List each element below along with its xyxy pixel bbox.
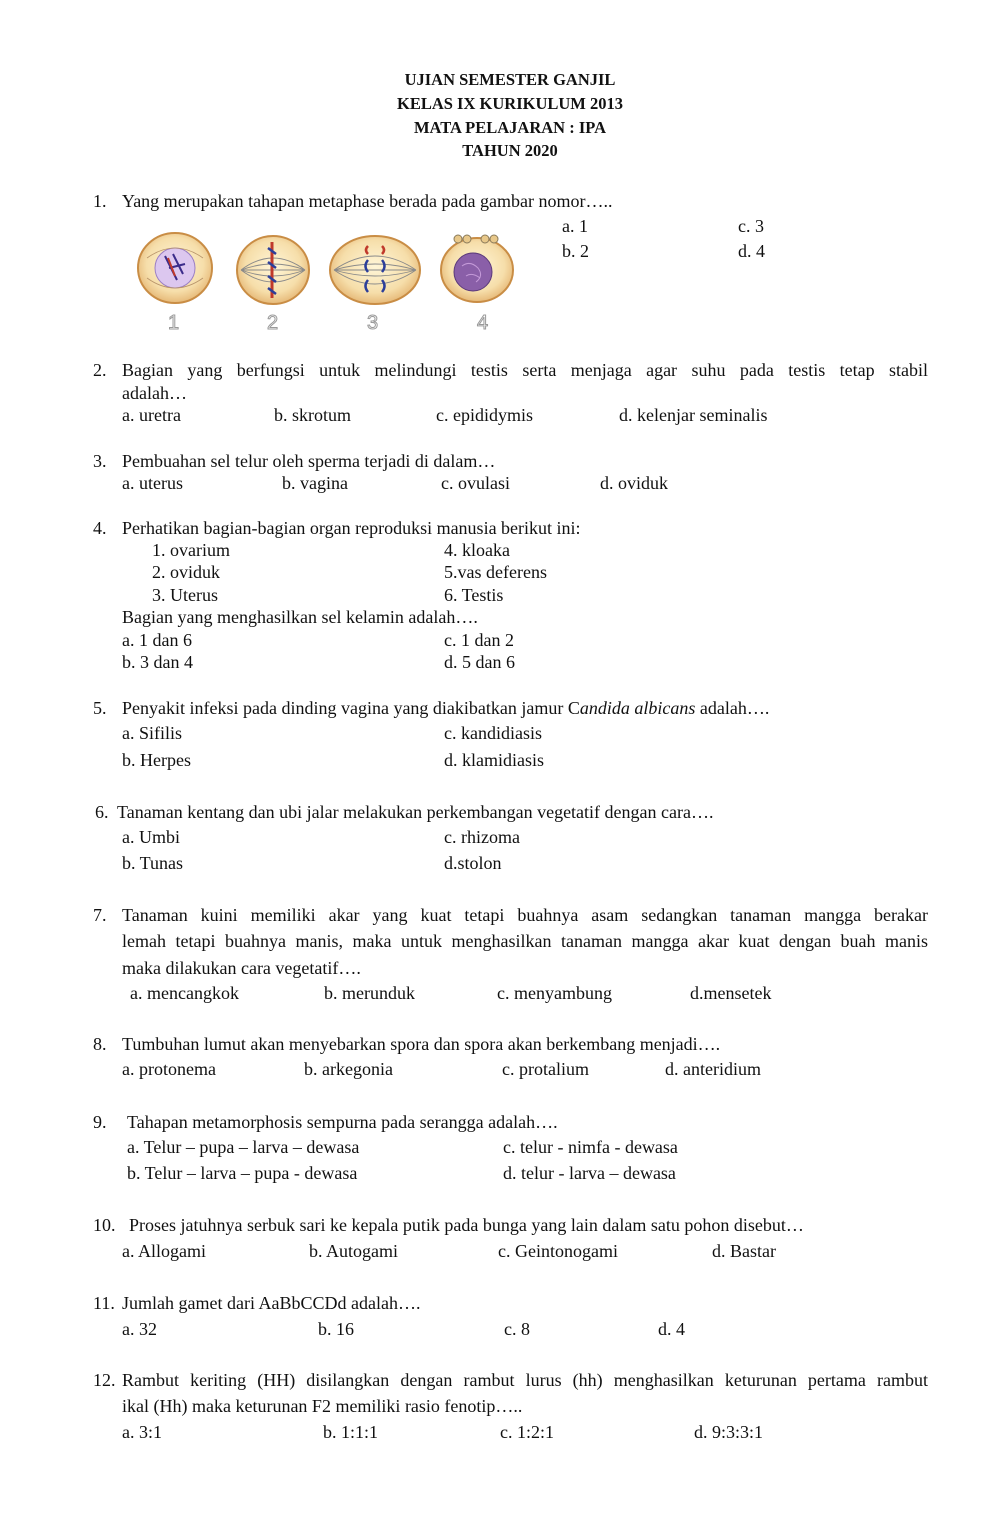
option-b[interactable]: b. merunduk (324, 983, 415, 1003)
option-b[interactable]: b. 2 (562, 241, 589, 261)
option-a[interactable]: a. uretra (122, 405, 181, 425)
question-text-part: adalah…. (695, 698, 770, 718)
list-item: 4. kloaka (444, 540, 510, 560)
option-a[interactable]: a. Umbi (122, 827, 180, 847)
cell-2-metaphase (237, 236, 309, 304)
cell-division-figure (135, 228, 530, 336)
species-name: andida albicans (579, 698, 696, 718)
question-number: 5. (93, 698, 107, 718)
question-number: 2. (93, 360, 107, 380)
option-d[interactable]: d.mensetek (690, 983, 772, 1003)
option-a[interactable]: a. 1 dan 6 (122, 630, 192, 650)
option-c[interactable]: c. 8 (504, 1319, 530, 1339)
question-text: Perhatikan bagian-bagian organ reproduksi manusia berikut ini: (122, 518, 581, 538)
question-number: 11. (93, 1293, 115, 1313)
question-prompt: Bagian yang menghasilkan sel kelamin adalah…. (122, 607, 478, 627)
option-b[interactable]: b. 1:1:1 (323, 1422, 379, 1442)
list-item: 3. Uterus (152, 585, 218, 605)
question-number: 1. (93, 191, 107, 211)
question-text-line1: Bagian yang berfungsi untuk melindungi testis serta menjaga agar suhu pada testis tetap stabil (122, 360, 928, 380)
option-b[interactable]: b. Herpes (122, 750, 191, 770)
option-b[interactable]: b. Autogami (309, 1241, 398, 1261)
option-b[interactable]: b. 16 (318, 1319, 354, 1339)
option-d[interactable]: d. 4 (738, 241, 765, 261)
option-c[interactable]: c. protalium (502, 1059, 589, 1079)
option-b[interactable]: b. Tunas (122, 853, 184, 873)
exam-year: TAHUN 2020 (462, 141, 558, 160)
list-item: 1. ovarium (152, 540, 230, 560)
option-a[interactable]: a. Sifilis (122, 723, 183, 743)
list-item: 2. oviduk (152, 562, 221, 582)
option-c[interactable]: c. kandidiasis (444, 723, 542, 743)
option-c[interactable]: c. rhizoma (444, 827, 520, 847)
question-text: Pembuahan sel telur oleh sperma terjadi di dalam… (122, 451, 496, 471)
option-a[interactable]: a. mencangkok (130, 983, 239, 1003)
option-a[interactable]: a. 1 (562, 216, 588, 236)
option-a[interactable]: a. protonema (122, 1059, 216, 1079)
figure-label-2: 2 (267, 312, 279, 334)
list-item: 6. Testis (444, 585, 504, 605)
question-number: 10. (93, 1215, 116, 1235)
question-text-line2: ikal (Hh) maka keturunan F2 memiliki rasio fenotip….. (122, 1396, 523, 1416)
option-c[interactable]: c. menyambung (497, 983, 612, 1003)
figure-label-1: 1 (168, 312, 180, 334)
cell-3-anaphase (330, 236, 420, 304)
list-item: 5.vas deferens (444, 562, 547, 582)
option-c[interactable]: c. telur - nimfa - dewasa (503, 1137, 678, 1157)
option-c[interactable]: c. 3 (738, 216, 764, 236)
option-b[interactable]: b. skrotum (274, 405, 352, 425)
option-d[interactable]: d. 4 (658, 1319, 685, 1339)
option-b[interactable]: b. vagina (282, 473, 348, 493)
option-a[interactable]: a. 32 (122, 1319, 157, 1339)
option-b[interactable]: b. Telur – larva – pupa - dewasa (127, 1163, 358, 1183)
option-a[interactable]: a. Allogami (122, 1241, 206, 1261)
question-text-line2: lemah tetapi buahnya manis, maka untuk menghasilkan tanaman mangga akar kuat dengan buah manis (122, 931, 928, 951)
option-a[interactable]: a. 3:1 (122, 1422, 162, 1442)
option-d[interactable]: d.stolon (444, 853, 502, 873)
option-d[interactable]: d. Bastar (712, 1241, 776, 1261)
question-text-line1: Rambut keriting (HH) disilangkan dengan rambut lurus (hh) menghasilkan keturunan pertama rambut (122, 1370, 928, 1390)
exam-title: UJIAN SEMESTER GANJIL (404, 70, 616, 89)
question-text (122, 697, 769, 719)
option-d[interactable]: d. oviduk (600, 473, 669, 493)
question-number: 3. (93, 451, 107, 471)
question-text-line3: maka dilakukan cara vegetatif…. (122, 958, 361, 978)
option-d[interactable]: d. 5 dan 6 (444, 652, 515, 672)
option-d[interactable]: d. telur - larva – dewasa (503, 1163, 676, 1183)
question-text-line1: Tanaman kuini memiliki akar yang kuat tetapi buahnya asam sedangkan tanaman mangga berakar (122, 905, 928, 925)
question-number: 6. (95, 802, 109, 822)
option-d[interactable]: d. klamidiasis (444, 750, 544, 770)
question-number: 12. (93, 1370, 116, 1390)
option-b[interactable]: b. 3 dan 4 (122, 652, 193, 672)
option-b[interactable]: b. arkegonia (304, 1059, 393, 1079)
question-number: 9. (93, 1112, 107, 1132)
option-c[interactable]: c. epididymis (436, 405, 533, 425)
question-text: Jumlah gamet dari AaBbCCDd adalah…. (122, 1293, 421, 1313)
question-text: Tahapan metamorphosis sempurna pada serangga adalah…. (127, 1112, 558, 1132)
question-text: Proses jatuhnya serbuk sari ke kepala putik pada bunga yang lain dalam satu pohon disebut… (129, 1215, 804, 1235)
question-text: Tumbuhan lumut akan menyebarkan spora dan spora akan berkembang menjadi…. (122, 1034, 721, 1054)
option-c[interactable]: c. 1:2:1 (500, 1422, 554, 1442)
question-number: 7. (93, 905, 107, 925)
exam-subject: MATA PELAJARAN : IPA (413, 118, 607, 137)
option-c[interactable]: c. ovulasi (441, 473, 510, 493)
option-c[interactable]: c. 1 dan 2 (444, 630, 514, 650)
option-c[interactable]: c. Geintonogami (498, 1241, 618, 1261)
figure-label-3: 3 (367, 312, 379, 334)
question-number: 8. (93, 1034, 107, 1054)
figure-label-4: 4 (477, 312, 489, 334)
question-number: 4. (93, 518, 107, 538)
question-text-line2: adalah… (122, 383, 187, 403)
option-a[interactable]: a. Telur – pupa – larva – dewasa (127, 1137, 360, 1157)
option-d[interactable]: d. 9:3:3:1 (694, 1422, 764, 1442)
question-text: Tanaman kentang dan ubi jalar melakukan perkembangan vegetatif dengan cara…. (117, 802, 714, 822)
cell-1-prophase (138, 233, 212, 303)
cell-4-interphase (441, 235, 513, 302)
option-a[interactable]: a. uterus (122, 473, 183, 493)
question-text-part: Penyakit infeksi pada dinding vagina yang diakibatkan jamur C (122, 698, 580, 718)
option-d[interactable]: d. anteridium (665, 1059, 761, 1079)
question-text: Yang merupakan tahapan metaphase berada pada gambar nomor….. (122, 191, 613, 211)
exam-class: KELAS IX KURIKULUM 2013 (397, 94, 623, 113)
option-d[interactable]: d. kelenjar seminalis (619, 405, 768, 425)
